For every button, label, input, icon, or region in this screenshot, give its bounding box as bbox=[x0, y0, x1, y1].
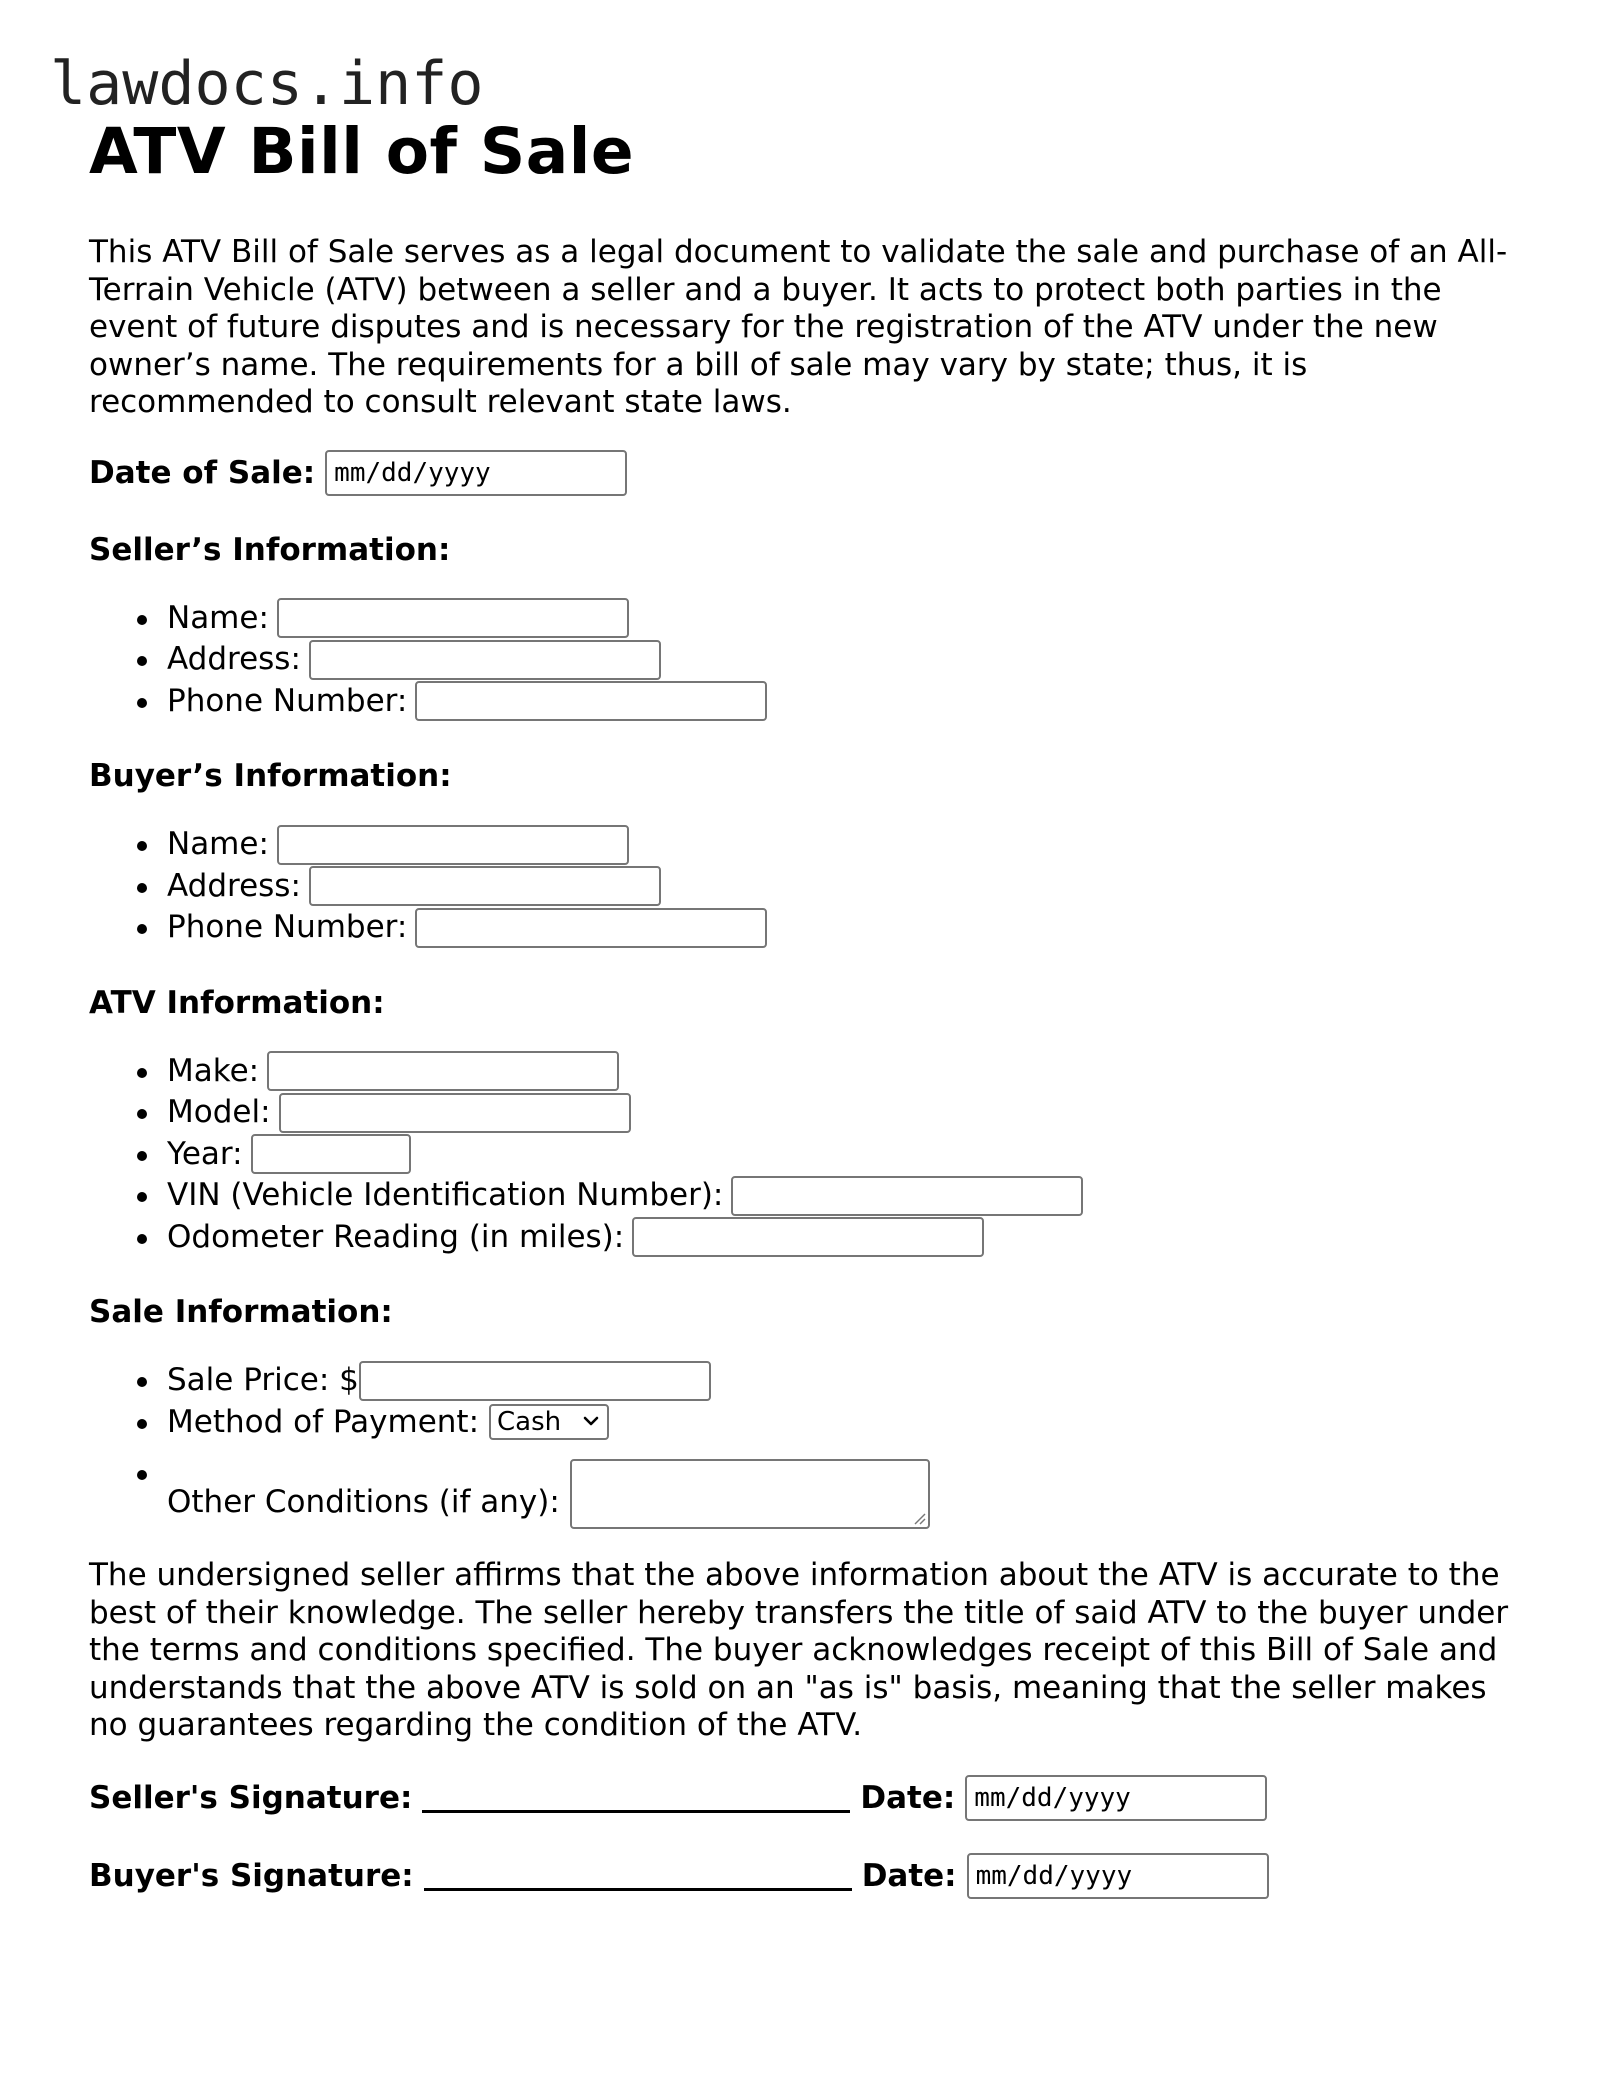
list-item bbox=[167, 598, 1529, 640]
atv-model-label: Model: bbox=[167, 1094, 271, 1130]
seller-phone-label: Phone Number: bbox=[167, 682, 408, 719]
buyer-phone-input[interactable] bbox=[415, 908, 767, 948]
resize-grip-icon[interactable] bbox=[912, 1511, 926, 1525]
list-item bbox=[167, 907, 1529, 949]
seller-fields bbox=[89, 598, 1529, 723]
buyer-signature-label: Buyer's Signature: bbox=[89, 1857, 414, 1894]
sale-fields bbox=[89, 1360, 1529, 1523]
other-conditions-label: Other Conditions (if any): bbox=[167, 1483, 560, 1520]
payment-method-value: Cash bbox=[497, 1407, 562, 1438]
date-of-sale-input[interactable]: mm/dd/yyyy bbox=[325, 450, 627, 496]
date-of-sale-row bbox=[89, 450, 1529, 496]
seller-name-input[interactable] bbox=[277, 598, 629, 638]
list-item bbox=[167, 824, 1529, 866]
seller-date-input[interactable]: mm/dd/yyyy bbox=[965, 1775, 1267, 1821]
page-title: ATV Bill of Sale bbox=[89, 115, 635, 188]
buyer-signature-row bbox=[89, 1853, 1529, 1899]
payment-method-select[interactable] bbox=[489, 1404, 609, 1440]
list-item bbox=[167, 1453, 1529, 1523]
seller-signature-row bbox=[89, 1775, 1529, 1821]
atv-vin-input[interactable] bbox=[731, 1176, 1083, 1216]
list-item bbox=[167, 681, 1529, 723]
list-item bbox=[167, 1217, 1529, 1259]
site-brand: lawdocs.info bbox=[50, 49, 484, 119]
sale-price-label: Sale Price: $ bbox=[167, 1362, 359, 1398]
buyer-name-label: Name: bbox=[167, 826, 269, 862]
chevron-down-icon bbox=[583, 1415, 599, 1427]
seller-name-label: Name: bbox=[167, 599, 269, 636]
list-item bbox=[167, 866, 1529, 908]
seller-address-label: Address: bbox=[167, 641, 301, 677]
atv-year-input[interactable] bbox=[251, 1134, 411, 1174]
atv-odometer-input[interactable] bbox=[632, 1217, 984, 1257]
buyer-address-input[interactable] bbox=[309, 866, 661, 906]
intro-paragraph: This ATV Bill of Sale serves as a legal document to validate the sale and purchase of an All-Terrain Vehicle (ATV) between a seller and a buyer. It acts to protect both parties in the event of future disputes and is necessary for the registration of the ATV under the new owner’s name. The requirements for a bill of sale may vary by state; thus, it is recommended to consult relevant state laws. bbox=[89, 234, 1508, 420]
buyer-address-label: Address: bbox=[167, 867, 301, 904]
bill-of-sale-document bbox=[89, 108, 1529, 1899]
seller-phone-input[interactable] bbox=[415, 681, 767, 721]
atv-vin-label: VIN (Vehicle Identification Number): bbox=[167, 1177, 724, 1213]
seller-signature-line[interactable] bbox=[422, 1782, 850, 1813]
list-item bbox=[167, 1051, 1529, 1093]
seller-signature-label: Seller's Signature: bbox=[89, 1779, 413, 1816]
closing-paragraph: The undersigned seller affirms that the above information about the ATV is accurate to the best of their knowledge. The seller hereby transfers the title of said ATV to the buyer under the terms and conditions specified. The buyer acknowledges receipt of this Bill of Sale and understands that the above ATV is sold on an "as is" basis, meaning that the seller makes no guarantees regarding the condition of the ATV. bbox=[89, 1557, 1509, 1743]
date-of-sale-label: Date of Sale: bbox=[89, 454, 316, 491]
atv-year-label: Year: bbox=[167, 1135, 243, 1172]
atv-model-input[interactable] bbox=[279, 1093, 631, 1133]
buyer-name-input[interactable] bbox=[277, 825, 629, 865]
atv-heading: ATV Information: bbox=[89, 984, 385, 1021]
list-item bbox=[167, 1402, 1529, 1444]
list-item bbox=[167, 1175, 1529, 1217]
sale-price-input[interactable] bbox=[359, 1361, 711, 1401]
atv-odometer-label: Odometer Reading (in miles): bbox=[167, 1218, 625, 1255]
seller-heading: Seller’s Information: bbox=[89, 531, 451, 568]
atv-make-label: Make: bbox=[167, 1052, 260, 1089]
atv-fields bbox=[89, 1051, 1529, 1259]
buyer-date-input[interactable]: mm/dd/yyyy bbox=[967, 1853, 1269, 1899]
buyer-fields bbox=[89, 824, 1529, 949]
other-conditions-textarea[interactable] bbox=[570, 1459, 930, 1529]
seller-address-input[interactable] bbox=[309, 640, 661, 680]
list-item bbox=[167, 1360, 1529, 1402]
atv-make-input[interactable] bbox=[267, 1051, 619, 1091]
buyer-date-label: Date: bbox=[861, 1857, 957, 1894]
seller-date-label: Date: bbox=[860, 1779, 956, 1816]
buyer-heading: Buyer’s Information: bbox=[89, 758, 452, 794]
list-item bbox=[167, 1134, 1529, 1176]
list-item bbox=[167, 1092, 1529, 1134]
list-item bbox=[167, 639, 1529, 681]
payment-method-label: Method of Payment: bbox=[167, 1403, 480, 1440]
buyer-signature-line[interactable] bbox=[424, 1860, 852, 1891]
buyer-phone-label: Phone Number: bbox=[167, 909, 408, 945]
sale-heading: Sale Information: bbox=[89, 1294, 393, 1330]
